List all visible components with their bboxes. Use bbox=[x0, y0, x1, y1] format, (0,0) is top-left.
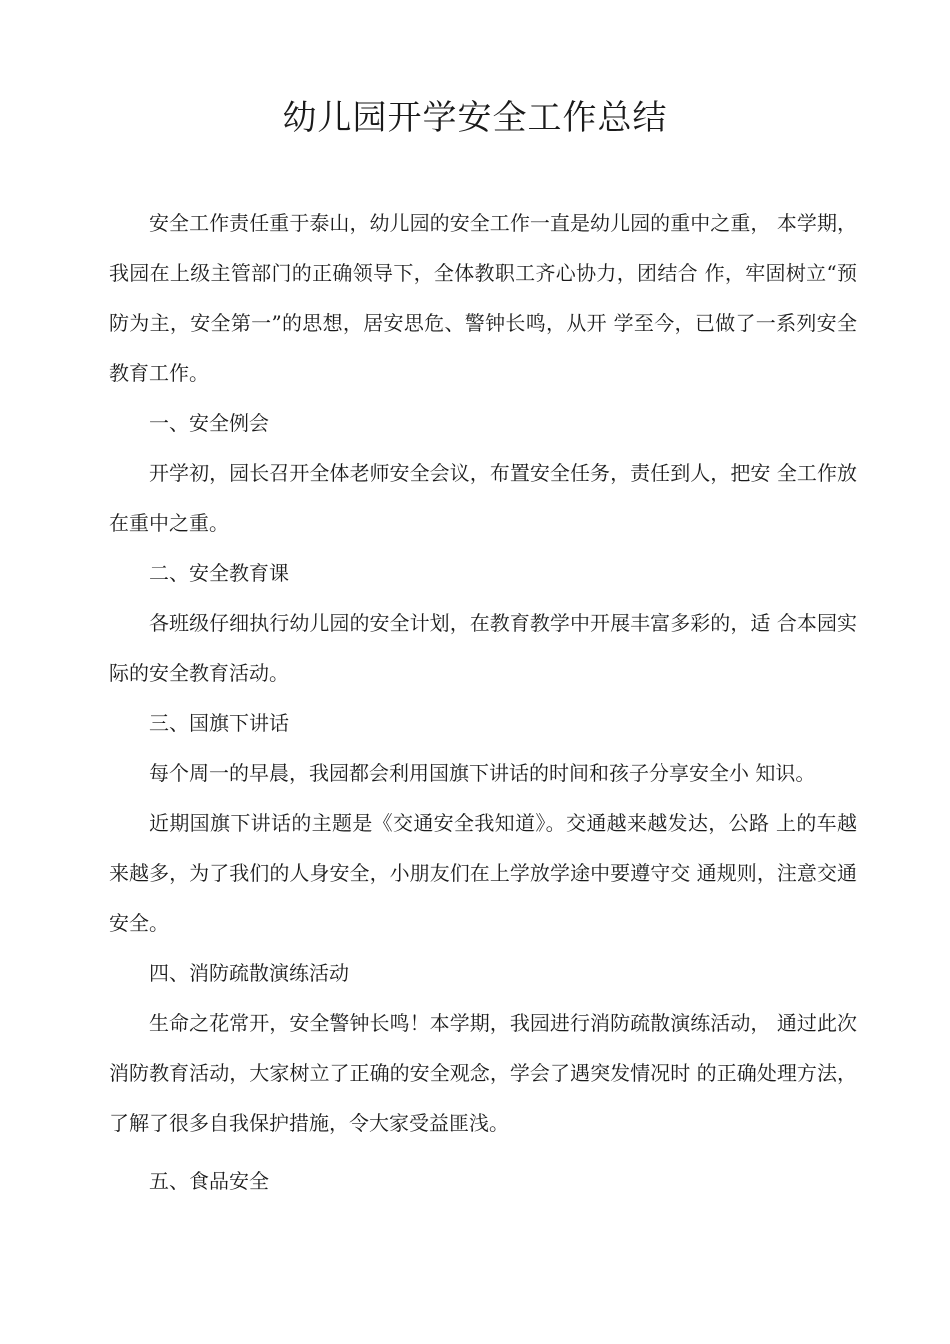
section-3-paragraph-1: 每个周一的早晨，我园都会利用国旗下讲话的时间和孩子分享安全小 知识。 bbox=[149, 761, 816, 785]
spacer bbox=[109, 1148, 857, 1156]
section-heading-4: 四、消防疏散演练活动 bbox=[149, 961, 349, 985]
document-body bbox=[109, 198, 857, 1206]
section-heading-2: 二、安全教育课 bbox=[149, 561, 289, 585]
section-2-paragraph: 各班级仔细执行幼儿园的安全计划，在教育教学中开展丰富多彩的，适 合本园实际的安全教育活动。 bbox=[109, 611, 857, 685]
section-heading-3: 三、国旗下讲话 bbox=[149, 711, 289, 735]
section-heading-5: 五、食品安全 bbox=[149, 1169, 269, 1193]
section-4-paragraph: 生命之花常开，安全警钟长鸣！本学期，我园进行消防疏散演练活动， 通过此次消防教育活动，大家树立了正确的安全观念，学会了遇突发情况时 的正确处理方法，了解了很多自我保护措施，令大家受益匪浅。 bbox=[109, 1011, 857, 1135]
section-heading-1: 一、安全例会 bbox=[149, 411, 269, 435]
section-1-paragraph: 开学初，园长召开全体老师安全会议，布置安全任务，责任到人，把安 全工作放在重中之重。 bbox=[109, 461, 857, 535]
document-title: 幼儿园开学安全工作总结 bbox=[282, 98, 668, 138]
section-3-paragraph-2: 近期国旗下讲话的主题是《交通安全我知道》。交通越来越发达，公路 上的车越来越多，为了我们的人身安全，小朋友们在上学放学途中要遵守交 通规则，注意交通安全。 bbox=[109, 811, 857, 935]
intro-paragraph: 安全工作责任重于泰山，幼儿园的安全工作一直是幼儿园的重中之重， 本学期，我园在上级主管部门的正确领导下，全体教职工齐心协力，团结合 作，牢固树立“预防为主，安全第一”的思想，居安思危、警钟长鸣，从开 学至今，已做了一系列安全教育工作。 bbox=[109, 211, 857, 385]
